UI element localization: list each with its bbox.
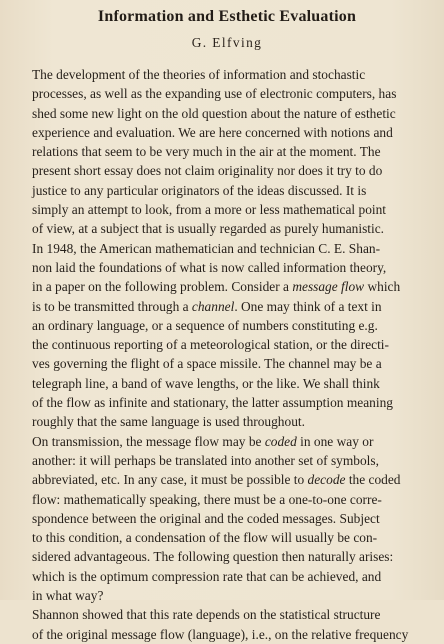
text-line: roughly that the same language is used throughout. — [32, 414, 305, 430]
text-line: of view, at a subject that is usually regarded as purely humanistic. — [32, 221, 385, 237]
text-line: shed some new light on the old question about the nature of esthetic — [32, 105, 396, 121]
text-line: of the original message flow (language), i.e., on the relative frequency — [32, 626, 409, 642]
text-line: justice to any particular originators of the ideas discussed. It is — [32, 182, 367, 198]
text-line: the continuous reporting of a meteorological station, or the directi- — [32, 337, 389, 353]
emphasized-text: channel — [191, 298, 235, 314]
text-line: The development of the theories of information and stochastic — [32, 67, 366, 82]
author-name: G. Elfving — [191, 35, 263, 50]
text-line: Shannon showed that this rate depends on the statistical structure — [32, 607, 381, 623]
text-line: telegraph line, a band of wave lengths, or the like. We shall think — [32, 375, 380, 391]
text-line: non laid the foundations of what is now called information theory, — [32, 259, 387, 275]
text-line: in a paper on the following problem. Consider a message flow which — [32, 279, 401, 295]
text-line: which is the optimum compression rate that can be achieved, and — [32, 568, 382, 584]
text-line: is to be transmitted through a channel. One may think of a text in — [32, 298, 382, 314]
emphasized-text: decode — [307, 472, 346, 488]
text-line: simply an attempt to look, from a more or less mathematical point — [32, 202, 387, 218]
text-line: to this condition, a condensation of the flow will usually be con- — [32, 530, 378, 546]
paragraph-3 — [14, 432, 440, 606]
text-line: flow: mathematically speaking, there must be a one-to-one corre- — [32, 491, 382, 507]
text-line: present short essay does not claim originality nor does it try to do — [32, 163, 383, 179]
body-text — [14, 65, 440, 644]
text-line: another: it will perhaps be translated into another set of symbols, — [32, 452, 379, 468]
text-line: sidered advantageous. The following question then naturally arises: — [32, 549, 394, 565]
paragraph-1 — [14, 65, 440, 239]
text-line: spondence between the original and the coded messages. Subject — [32, 510, 380, 526]
text-line: ves governing the flight of a space missile. The channel may be a — [32, 356, 382, 372]
emphasized-text: coded — [264, 433, 297, 449]
text-line: On transmission, the message flow may be coded in one way or — [32, 433, 374, 449]
text-line: relations that seem to be very much in the air at the moment. The — [32, 144, 381, 160]
text-line: of the flow as infinite and stationary, the latter assumption meaning — [32, 395, 393, 411]
document-title: Information and Esthetic Evaluation — [97, 8, 357, 25]
text-line: an ordinary language, or a sequence of numbers constituting e.g. — [32, 317, 378, 333]
paragraph-4 — [14, 605, 440, 644]
text-line: In 1948, the American mathematician and technician C. E. Shan- — [32, 240, 381, 256]
text-line: in what way? — [32, 588, 104, 604]
text-line: experience and evaluation. We are here concerned with notions and — [32, 124, 393, 140]
emphasized-text: message flow — [292, 279, 365, 295]
text-line: abbreviated, etc. In any case, it must be possible to decode the coded — [32, 472, 401, 488]
text-line: processes, as well as the expanding use of electronic computers, has — [32, 86, 397, 102]
paragraph-2 — [14, 239, 440, 432]
